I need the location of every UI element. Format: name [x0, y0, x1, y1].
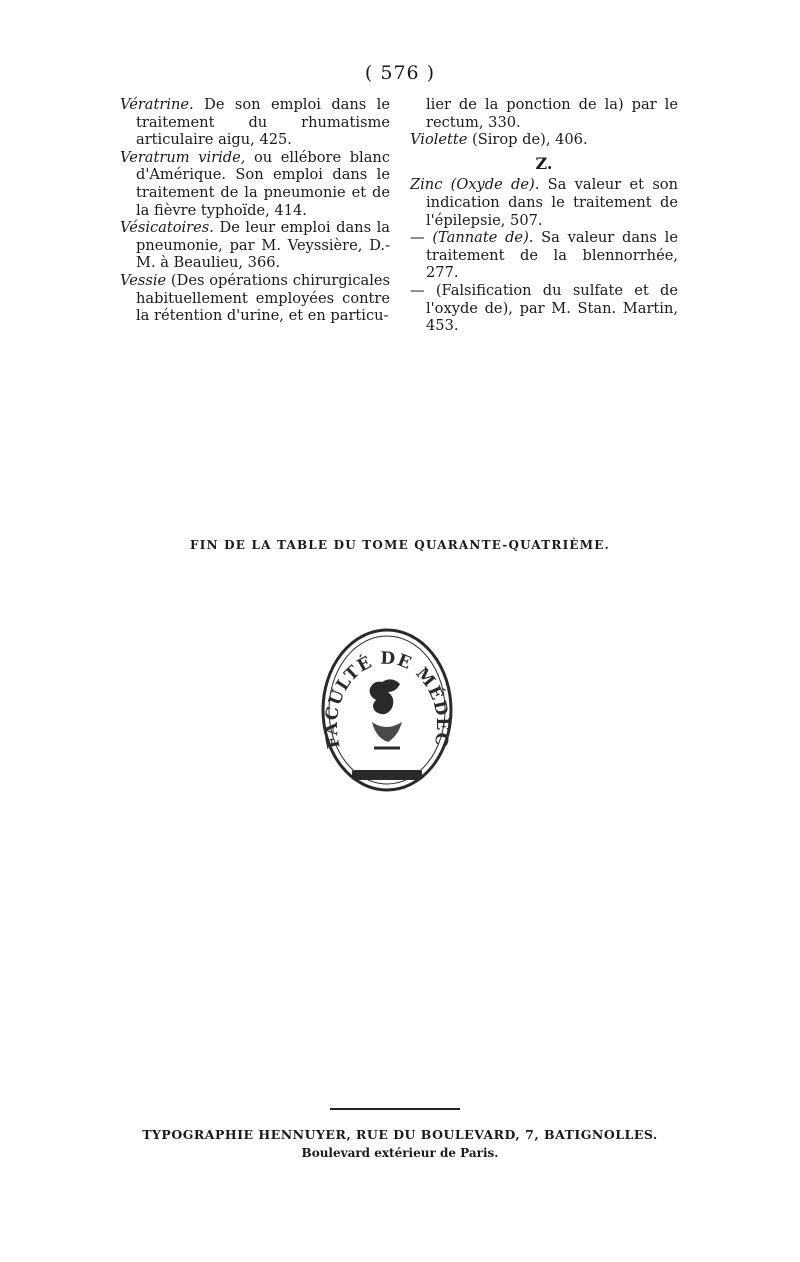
- entry-head: Zinc (Oxyde de).: [410, 176, 540, 194]
- entry-text: (Sirop de), 406.: [467, 131, 588, 149]
- printer-address: Boulevard extérieur de Paris.: [301, 1146, 499, 1160]
- imprint-divider: [330, 1108, 460, 1110]
- index-entry: [120, 96, 390, 149]
- entry-text: — (Falsification du sulfate et de l'oxyde de), par M. Stan. Martin, 453.: [410, 281, 678, 335]
- entry-text: Sa valeur et son indication dans le traitement de l'épilepsie, 507.: [426, 176, 678, 229]
- entry-head: Veratrum viride,: [120, 148, 246, 166]
- index-column-right: [410, 96, 678, 335]
- svg-text:FACULTÉ DE MÉDECINE DE PARIS: FACULTÉ DE MÉDEC: [321, 648, 453, 751]
- entry-head: Vésicatoires.: [120, 219, 214, 237]
- index-entry-continuation: lier de la ponction de la) par le rectum, 330.: [426, 96, 678, 131]
- entry-text: De son emploi dans le traitement du rhumatisme articulaire aigu, 425.: [136, 96, 390, 149]
- index-column-left: [120, 96, 390, 325]
- page-number: ( 576 ): [364, 62, 436, 84]
- entry-head: Vessie: [120, 271, 167, 289]
- entry-text: (Des opérations chirurgicales habituellement employées contre la rétention d'urine, et en particu-: [136, 271, 390, 325]
- printer-imprint: TYPOGRAPHIE HENNUYER, RUE DU BOULEVARD, 7, BATIGNOLLES.: [142, 1127, 658, 1142]
- entry-head: Vératrine.: [120, 96, 194, 113]
- end-of-table-note: FIN DE LA TABLE DU TOME QUARANTE-QUATRIÈME.: [190, 538, 610, 552]
- entry-text: De leur emploi dans la pneumonie, par M. Veyssière, D.-M. à Beaulieu, 366.: [136, 219, 390, 272]
- entry-text: Sa valeur dans le traitement de la blennorrhée, 277.: [426, 229, 678, 282]
- index-entry: [410, 131, 678, 149]
- entry-head: Violette: [410, 131, 468, 149]
- index-entry: [410, 176, 678, 229]
- entry-head: — (Tannate de).: [410, 229, 534, 247]
- library-stamp-icon: [312, 622, 462, 802]
- section-letter: Z.: [535, 153, 553, 173]
- index-entry: [410, 229, 678, 282]
- index-entry: [120, 149, 390, 219]
- index-entry: [120, 219, 390, 272]
- index-entry: [120, 272, 390, 325]
- index-entry: [410, 282, 678, 335]
- entry-text: ou ellébore blanc d'Amérique. Son emploi dans le traitement de la pneumonie et de la fièvre typhoïde, 414.: [136, 148, 391, 219]
